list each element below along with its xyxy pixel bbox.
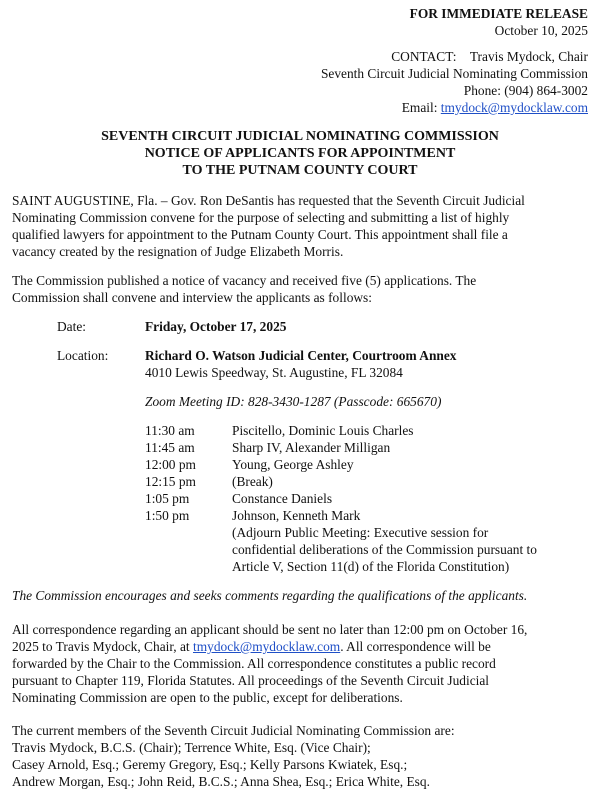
schedule-time: 1:05 pm [145, 491, 190, 506]
schedule-applicant: Constance Daniels [232, 491, 333, 506]
contact-organization: Seventh Circuit Judicial Nominating Commission [320, 66, 588, 81]
schedule-time: 12:15 pm [145, 474, 196, 489]
members-line: Andrew Morgan, Esq.; John Reid, B.C.S.; Anna Shea, Esq.; Erica White, Esq. [12, 774, 430, 789]
correspondence-line: forwarded by the Chair to the Commission. All correspondence constitutes a public record [12, 656, 496, 671]
zoom-meeting-info: Zoom Meeting ID: 828-3430-1287 (Passcode: 665670) [145, 394, 442, 409]
schedule-time: 1:50 pm [145, 508, 190, 523]
contact-email-line [402, 100, 588, 117]
notice-line: The Commission published a notice of vacancy and received five (5) applications. The [12, 273, 477, 288]
adjourn-note: Article V, Section 11(d) of the Florida Constitution) [232, 559, 510, 574]
date-label: Date: [57, 319, 86, 334]
members-line: Travis Mydock, B.C.S. (Chair); Terrence White, Esq. (Vice Chair); [12, 740, 371, 755]
schedule-time: 11:30 am [145, 423, 195, 438]
comments-encouragement: The Commission encourages and seeks comments regarding the qualifications of the applicants. [12, 588, 528, 603]
members-line: Casey Arnold, Esq.; Geremy Gregory, Esq.; Kelly Parsons Kwiatek, Esq.; [12, 757, 408, 772]
correspondence-text: 2025 to Travis Mydock, Chair, at [12, 639, 190, 654]
meeting-date: Friday, October 17, 2025 [145, 319, 287, 334]
schedule-applicant: Sharp IV, Alexander Milligan [232, 440, 391, 455]
contact-name: Travis Mydock, Chair [469, 49, 588, 64]
title-line-3: TO THE PUTNAM COUNTY COURT [182, 163, 418, 178]
intro-line: vacancy created by the resignation of Judge Elizabeth Morris. [12, 244, 344, 259]
schedule-applicant: Johnson, Kenneth Mark [232, 508, 361, 523]
schedule-applicant: Piscitello, Dominic Louis Charles [232, 423, 414, 438]
release-date: October 10, 2025 [494, 23, 588, 38]
members-heading: The current members of the Seventh Circuit Judicial Nominating Commission are: [12, 723, 455, 738]
title-line-1: SEVENTH CIRCUIT JUDICIAL NOMINATING COMMISSION [101, 129, 499, 144]
intro-line: qualified lawyers for appointment to the Putnam County Court. This appointment shall file a [12, 227, 508, 242]
correspondence-line: All correspondence regarding an applicant should be sent no later than 12:00 pm on October 16, [12, 622, 528, 637]
schedule-time: 12:00 pm [145, 457, 196, 472]
schedule-break: (Break) [232, 474, 273, 489]
location-label: Location: [57, 348, 109, 363]
correspondence-line: Nominating Commission are open to the public, except for deliberations. [12, 690, 403, 705]
schedule-time: 11:45 am [145, 440, 195, 455]
release-label: FOR IMMEDIATE RELEASE [409, 6, 588, 21]
email-label: Email: [401, 100, 438, 115]
adjourn-note: confidential deliberations of the Commission pursuant to [232, 542, 537, 557]
intro-line: Nominating Commission convene for the purpose of selecting and submitting a list of highly [12, 210, 510, 225]
location-address: 4010 Lewis Speedway, St. Augustine, FL 32084 [145, 365, 403, 380]
correspondence-line: pursuant to Chapter 119, Florida Statutes. All proceedings of the Seventh Circuit Judicial [12, 673, 490, 688]
contact-phone: Phone: (904) 864-3002 [463, 83, 588, 98]
contact-email-link[interactable]: tmydock@mydocklaw.com [440, 100, 588, 115]
intro-line: SAINT AUGUSTINE, Fla. – Gov. Ron DeSantis has requested that the Seventh Circuit Judicial [12, 193, 525, 208]
contact-line [391, 49, 588, 66]
schedule-applicant: Young, George Ashley [232, 457, 354, 472]
correspondence-line [12, 639, 491, 656]
location-name: Richard O. Watson Judicial Center, Courtroom Annex [145, 348, 457, 363]
correspondence-email-link[interactable]: tmydock@mydocklaw.com [193, 639, 341, 654]
correspondence-text: . All correspondence will be [340, 639, 491, 654]
contact-label: CONTACT: [391, 49, 457, 64]
adjourn-note: (Adjourn Public Meeting: Executive session for [232, 525, 489, 540]
notice-line: Commission shall convene and interview the applicants as follows: [12, 290, 372, 305]
title-line-2: NOTICE OF APPLICANTS FOR APPOINTMENT [144, 146, 456, 161]
